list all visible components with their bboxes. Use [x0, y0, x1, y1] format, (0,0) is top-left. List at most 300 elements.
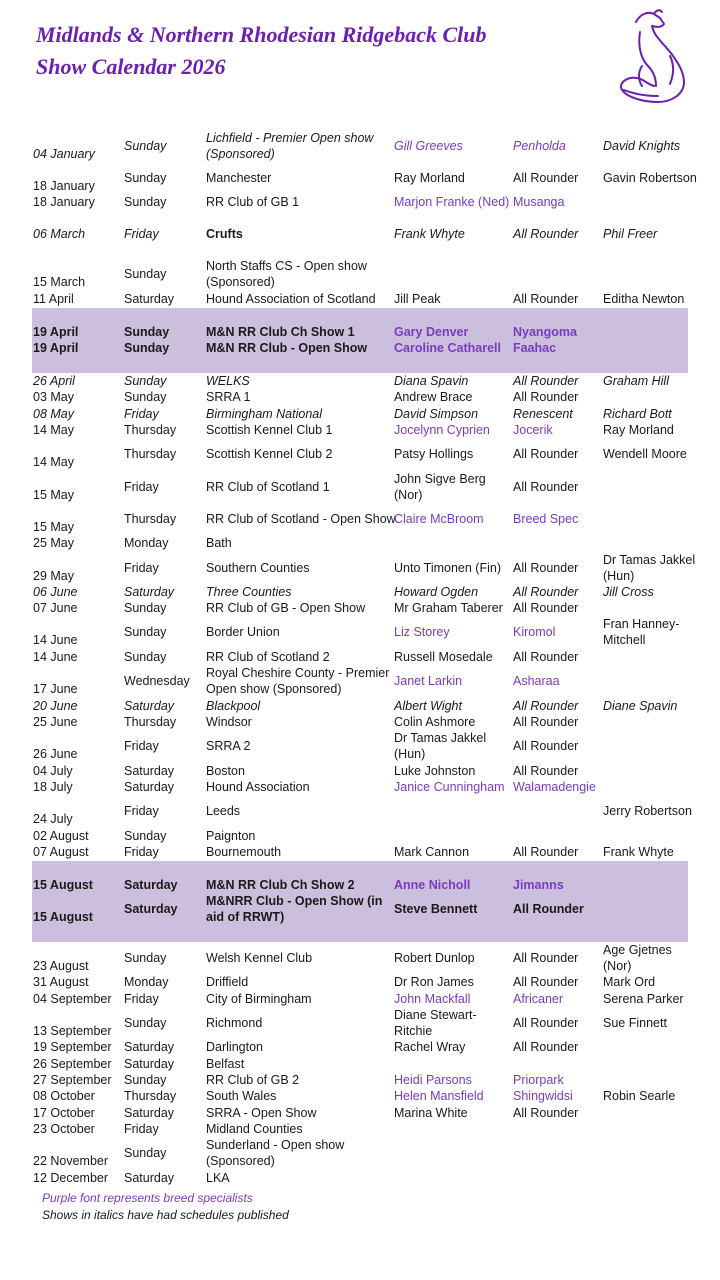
- second-judge: Robin Searle: [603, 1089, 676, 1103]
- show-name: SRRA 1: [206, 390, 251, 404]
- judge-type: [513, 535, 605, 551]
- show-day: Friday: [124, 407, 159, 421]
- judge-type: Faahac: [513, 341, 557, 355]
- show-row: [0, 1056, 720, 1072]
- show-day: Sunday: [124, 625, 167, 639]
- judge-type: [513, 1170, 605, 1186]
- show-day: Friday: [124, 845, 159, 859]
- show-name: Paignton: [206, 829, 256, 843]
- show-day: Sunday: [124, 374, 167, 388]
- show-day: Sunday: [124, 1146, 167, 1160]
- show-name: Bath: [206, 536, 232, 550]
- second-judge: [603, 730, 703, 762]
- show-date: 18 January: [33, 179, 95, 193]
- show-day: Thursday: [124, 423, 177, 437]
- show-judge: Robert Dunlop: [394, 951, 475, 965]
- page-title: Midlands & Northern Rhodesian Ridgeback Club: [36, 22, 487, 47]
- judge-type: Kiromol: [513, 625, 556, 639]
- judge-type: [513, 258, 605, 290]
- show-day: Friday: [124, 1122, 159, 1136]
- show-date: 31 August: [33, 975, 89, 989]
- show-name: RR Club of GB - Open Show: [206, 601, 366, 615]
- show-day: Friday: [124, 992, 159, 1006]
- second-judge: Serena Parker: [603, 992, 684, 1006]
- second-judge: David Knights: [603, 139, 681, 153]
- show-row: [0, 406, 720, 422]
- show-name: Richmond: [206, 1016, 263, 1030]
- show-day: Sunday: [124, 829, 167, 843]
- show-judge: [394, 1056, 512, 1072]
- show-row: [0, 1170, 720, 1186]
- judge-type: Asharaa: [513, 674, 560, 688]
- show-row: [0, 324, 720, 340]
- show-date: 17 June: [33, 682, 78, 696]
- show-day: Sunday: [124, 341, 170, 355]
- second-judge: [603, 649, 703, 665]
- show-day: Thursday: [124, 512, 177, 526]
- show-date: 25 May: [33, 536, 74, 550]
- show-judge: Janet Larkin: [394, 674, 463, 688]
- show-row: [0, 340, 720, 356]
- show-date: 15 August: [33, 878, 93, 892]
- show-date: 25 June: [33, 715, 78, 729]
- show-row: [0, 795, 720, 827]
- show-judge: [394, 795, 512, 827]
- show-day: Saturday: [124, 585, 175, 599]
- show-judge: [394, 1137, 512, 1169]
- judge-type: Musanga: [513, 195, 565, 209]
- show-name: Leeds: [206, 804, 241, 818]
- show-name: Manchester: [206, 171, 272, 185]
- judge-type: All Rounder: [513, 951, 579, 965]
- second-judge: [603, 828, 703, 844]
- show-row: [0, 291, 720, 307]
- show-day: Saturday: [124, 878, 178, 892]
- show-name: Bournemouth: [206, 845, 282, 859]
- show-name: Driffield: [206, 975, 249, 989]
- second-judge: Dr Tamas Jakkel (Hun): [603, 553, 696, 583]
- judge-type: All Rounder: [513, 975, 579, 989]
- show-name: Crufts: [206, 227, 243, 241]
- judge-type: Renescent: [513, 407, 573, 421]
- show-judge: Luke Johnston: [394, 764, 476, 778]
- show-name: North Staffs CS - Open show (Sponsored): [206, 259, 367, 289]
- second-judge: Wendell Moore: [603, 447, 687, 461]
- show-day: Sunday: [124, 390, 167, 404]
- second-judge: [603, 324, 703, 340]
- show-name: RR Club of Scotland - Open Show: [206, 512, 396, 526]
- show-name: City of Birmingham: [206, 992, 312, 1006]
- show-name: RR Club of Scotland 1: [206, 480, 330, 494]
- show-date: 14 May: [33, 455, 74, 469]
- show-day: Monday: [124, 975, 169, 989]
- show-judge: Steve Bennett: [394, 902, 478, 916]
- show-date: 06 June: [33, 585, 78, 599]
- show-judge: John Mackfall: [394, 992, 471, 1006]
- show-name: Welsh Kennel Club: [206, 951, 313, 965]
- show-row: [0, 535, 720, 551]
- show-row: [0, 258, 720, 290]
- judge-type: All Rounder: [513, 650, 579, 664]
- show-date: 04 July: [33, 764, 73, 778]
- show-judge: David Simpson: [394, 407, 479, 421]
- judge-type: [513, 828, 605, 844]
- show-name: South Wales: [206, 1089, 277, 1103]
- second-judge: [603, 665, 703, 697]
- judge-type: Penholda: [513, 139, 566, 153]
- judge-type: All Rounder: [513, 447, 579, 461]
- show-row: [0, 503, 720, 535]
- judge-type: Nyangoma: [513, 325, 577, 339]
- show-date: 17 October: [33, 1106, 95, 1120]
- show-row: [0, 779, 720, 795]
- second-judge: Mark Ord: [603, 975, 656, 989]
- show-name: Three Counties: [206, 585, 292, 599]
- show-row: [0, 844, 720, 860]
- judge-type: Shingwidsi: [513, 1089, 573, 1103]
- judge-type: All Rounder: [513, 902, 584, 916]
- show-judge: Claire McBroom: [394, 512, 484, 526]
- show-row: [0, 1105, 720, 1121]
- show-date: 15 May: [33, 520, 74, 534]
- show-name: WELKS: [206, 374, 250, 388]
- show-day: Sunday: [124, 267, 167, 281]
- show-date: 23 August: [33, 959, 89, 973]
- show-row: [0, 1007, 720, 1039]
- show-date: 24 July: [33, 812, 73, 826]
- show-row: [0, 162, 720, 194]
- show-day: Sunday: [124, 139, 167, 153]
- show-day: Sunday: [124, 325, 170, 339]
- judge-type: [513, 795, 605, 827]
- show-day: Thursday: [124, 1089, 177, 1103]
- show-date: 03 May: [33, 390, 74, 404]
- show-judge: Colin Ashmore: [394, 715, 476, 729]
- second-judge: [603, 389, 703, 405]
- show-date: 08 May: [33, 407, 74, 421]
- judge-type: Jimanns: [513, 878, 564, 892]
- second-judge: [603, 600, 703, 616]
- judge-type: All Rounder: [513, 845, 579, 859]
- show-name: M&NRR Club - Open Show (in aid of RRWT): [206, 894, 383, 924]
- show-date: 18 January: [33, 195, 95, 209]
- judge-type: All Rounder: [513, 374, 579, 388]
- show-day: Sunday: [124, 650, 167, 664]
- show-row: [0, 714, 720, 730]
- second-judge: Jerry Robertson: [603, 804, 692, 818]
- show-name: SRRA 2: [206, 739, 251, 753]
- show-judge: Anne Nicholl: [394, 878, 471, 892]
- show-row: [0, 194, 720, 210]
- show-date: 06 March: [33, 227, 86, 241]
- show-judge: Caroline Catharell: [394, 341, 501, 355]
- show-day: Sunday: [124, 601, 167, 615]
- show-date: 26 September: [33, 1057, 112, 1071]
- judge-type: Africaner: [513, 992, 564, 1006]
- show-date: 15 August: [33, 910, 93, 924]
- show-name: M&N RR Club - Open Show: [206, 341, 368, 355]
- judge-type: Priorpark: [513, 1073, 564, 1087]
- show-judge: Marina White: [394, 1106, 468, 1120]
- show-row: [0, 373, 720, 389]
- show-judge: [394, 535, 512, 551]
- show-day: Thursday: [124, 447, 177, 461]
- show-name: Windsor: [206, 715, 252, 729]
- second-judge: [603, 194, 703, 210]
- show-row: [0, 893, 720, 925]
- show-judge: Diane Stewart-Ritchie: [394, 1008, 477, 1038]
- judge-type: All Rounder: [513, 227, 579, 241]
- show-date: 14 June: [33, 650, 78, 664]
- show-date: 20 June: [33, 699, 78, 713]
- show-day: Monday: [124, 536, 169, 550]
- show-date: 08 October: [33, 1089, 95, 1103]
- show-date: 26 June: [33, 747, 78, 761]
- show-day: Friday: [124, 739, 159, 753]
- judge-type: [513, 1121, 605, 1137]
- show-name: M&N RR Club Ch Show 1: [206, 325, 355, 339]
- show-date: 27 September: [33, 1073, 112, 1087]
- show-date: 23 October: [33, 1122, 95, 1136]
- show-judge: Janice Cunningham: [394, 780, 505, 794]
- second-judge: [603, 1056, 703, 1072]
- show-day: Friday: [124, 804, 159, 818]
- show-name: Hound Association of Scotland: [206, 292, 376, 306]
- show-judge: [394, 1121, 512, 1137]
- show-day: Sunday: [124, 195, 167, 209]
- show-day: Saturday: [124, 1171, 175, 1185]
- second-judge: [603, 503, 703, 535]
- judge-type: All Rounder: [513, 715, 579, 729]
- second-judge: Sue Finnett: [603, 1016, 667, 1030]
- show-judge: Liz Storey: [394, 625, 450, 639]
- judge-type: Walamadengie: [513, 780, 596, 794]
- show-name: Southern Counties: [206, 561, 310, 575]
- second-judge: [603, 258, 703, 290]
- show-judge: Russell Mosedale: [394, 650, 493, 664]
- show-name: Lichfield - Premier Open show (Sponsored): [206, 131, 374, 161]
- second-judge: [603, 893, 703, 925]
- show-date: 29 May: [33, 569, 74, 583]
- second-judge: [603, 1039, 703, 1055]
- show-day: Saturday: [124, 902, 178, 916]
- show-day: Friday: [124, 227, 159, 241]
- second-judge: Phil Freer: [603, 227, 658, 241]
- show-judge: Gill Greeves: [394, 139, 463, 153]
- second-judge: [603, 340, 703, 356]
- second-judge: [603, 763, 703, 779]
- show-day: Saturday: [124, 780, 175, 794]
- show-row: [0, 389, 720, 405]
- show-day: Wednesday: [124, 674, 190, 688]
- show-name: Blackpool: [206, 699, 261, 713]
- second-judge: [603, 714, 703, 730]
- judge-type: All Rounder: [513, 585, 579, 599]
- show-date: 19 September: [33, 1040, 112, 1054]
- show-row: [0, 130, 720, 162]
- show-judge: Mr Graham Taberer: [394, 601, 503, 615]
- show-day: Sunday: [124, 1073, 167, 1087]
- show-day: Saturday: [124, 1040, 175, 1054]
- show-row: [0, 616, 720, 648]
- judge-type: All Rounder: [513, 1040, 579, 1054]
- show-judge: Dr Ron James: [394, 975, 474, 989]
- show-day: Saturday: [124, 292, 175, 306]
- show-name: Sunderland - Open show (Sponsored): [206, 1138, 345, 1168]
- second-judge: Gavin Robertson: [603, 171, 697, 185]
- show-name: Scottish Kennel Club 2: [206, 447, 333, 461]
- show-day: Friday: [124, 480, 159, 494]
- judge-type: All Rounder: [513, 1016, 579, 1030]
- judge-type: All Rounder: [513, 699, 579, 713]
- second-judge: Fran Hanney-Mitchell: [603, 617, 680, 647]
- show-row: [0, 471, 720, 503]
- show-date: 13 September: [33, 1024, 112, 1038]
- show-row: [0, 584, 720, 600]
- second-judge: [603, 471, 703, 503]
- show-judge: Heidi Parsons: [394, 1073, 472, 1087]
- show-name: Hound Association: [206, 780, 310, 794]
- show-judge: Andrew Brace: [394, 390, 473, 404]
- show-name: Border Union: [206, 625, 280, 639]
- show-day: Saturday: [124, 1106, 175, 1120]
- show-date: 22 November: [33, 1154, 109, 1168]
- second-judge: [603, 1137, 703, 1169]
- judge-type: All Rounder: [513, 480, 579, 494]
- show-date: 11 April: [33, 292, 74, 306]
- show-row: [0, 665, 720, 697]
- second-judge: [603, 1105, 703, 1121]
- judge-type: All Rounder: [513, 739, 579, 753]
- show-judge: Patsy Hollings: [394, 447, 474, 461]
- show-name: M&N RR Club Ch Show 2: [206, 878, 355, 892]
- show-judge: Unto Timonen (Fin): [394, 561, 501, 575]
- second-judge: [603, 1072, 703, 1088]
- show-date: 07 August: [33, 845, 89, 859]
- show-row: [0, 1088, 720, 1104]
- show-row: [0, 763, 720, 779]
- show-judge: [394, 828, 512, 844]
- judge-type: All Rounder: [513, 561, 579, 575]
- judge-type: All Rounder: [513, 292, 579, 306]
- show-row: [0, 1121, 720, 1137]
- show-date: 19 April: [33, 341, 79, 355]
- show-judge: Albert Wight: [394, 699, 462, 713]
- show-judge: [394, 258, 512, 290]
- show-date: 14 June: [33, 633, 78, 647]
- show-judge: Rachel Wray: [394, 1040, 466, 1054]
- show-date: 15 May: [33, 488, 74, 502]
- show-judge: Mark Cannon: [394, 845, 470, 859]
- show-date: 15 March: [33, 275, 86, 289]
- show-date: 02 August: [33, 829, 89, 843]
- show-judge: Jill Peak: [394, 292, 441, 306]
- judge-type: [513, 1137, 605, 1169]
- show-judge: John Sigve Berg (Nor): [394, 472, 486, 502]
- show-row: [0, 649, 720, 665]
- show-name: LKA: [206, 1171, 230, 1185]
- show-day: Saturday: [124, 699, 175, 713]
- second-judge: [603, 779, 703, 795]
- second-judge: Graham Hill: [603, 374, 669, 388]
- second-judge: Jill Cross: [603, 585, 654, 599]
- show-judge: Ray Morland: [394, 171, 465, 185]
- second-judge: Frank Whyte: [603, 845, 674, 859]
- show-name: Boston: [206, 764, 245, 778]
- show-judge: Jocelynn Cyprien: [394, 423, 490, 437]
- second-judge: Ray Morland: [603, 423, 674, 437]
- show-judge: Howard Ogden: [394, 585, 479, 599]
- italic-schedule-note: Shows in italics have had schedules published: [42, 1208, 289, 1222]
- judge-type: All Rounder: [513, 171, 579, 185]
- second-judge: Age Gjetnes (Nor): [603, 943, 672, 973]
- show-judge: Gary Denver: [394, 325, 469, 339]
- show-row: [0, 877, 720, 893]
- show-day: Thursday: [124, 715, 177, 729]
- show-name: Birmingham National: [206, 407, 323, 421]
- show-judge: Marjon Franke (Ned): [394, 195, 510, 209]
- page-subtitle: Show Calendar 2026: [36, 54, 226, 79]
- show-row: [0, 1137, 720, 1169]
- second-judge: [603, 1121, 703, 1137]
- show-judge: Dr Tamas Jakkel (Hun): [394, 731, 487, 761]
- show-name: Belfast: [206, 1057, 245, 1071]
- judge-type: [513, 1056, 605, 1072]
- judge-type: All Rounder: [513, 390, 579, 404]
- show-name: Midland Counties: [206, 1122, 303, 1136]
- judge-type: All Rounder: [513, 1106, 579, 1120]
- show-row: [0, 226, 720, 242]
- show-date: 04 September: [33, 992, 112, 1006]
- breed-specialist-note: Purple font represents breed specialists: [42, 1191, 253, 1205]
- show-name: RR Club of GB 2: [206, 1073, 300, 1087]
- second-judge: Richard Bott: [603, 407, 672, 421]
- show-day: Sunday: [124, 1016, 167, 1030]
- second-judge: Editha Newton: [603, 292, 685, 306]
- second-judge: [603, 535, 703, 551]
- show-name: Royal Cheshire County - Premier Open show (Sponsored): [206, 666, 390, 696]
- ridgeback-dog-logo-icon: [614, 6, 698, 106]
- judge-type: All Rounder: [513, 764, 579, 778]
- show-day: Sunday: [124, 951, 167, 965]
- show-row: [0, 1072, 720, 1088]
- show-date: 14 May: [33, 423, 74, 437]
- show-row: [0, 552, 720, 584]
- show-date: 18 July: [33, 780, 73, 794]
- show-name: Darlington: [206, 1040, 263, 1054]
- show-day: Saturday: [124, 1057, 175, 1071]
- show-name: RR Club of GB 1: [206, 195, 300, 209]
- show-name: RR Club of Scotland 2: [206, 650, 330, 664]
- show-date: 04 January: [33, 147, 95, 161]
- show-judge: [394, 1170, 512, 1186]
- show-date: 26 April: [33, 374, 75, 388]
- show-row: [0, 600, 720, 616]
- show-judge: Frank Whyte: [394, 227, 465, 241]
- show-row: [0, 698, 720, 714]
- show-row: [0, 1039, 720, 1055]
- show-judge: Helen Mansfield: [394, 1089, 484, 1103]
- second-judge: [603, 1170, 703, 1186]
- second-judge: Diane Spavin: [603, 699, 678, 713]
- show-day: Sunday: [124, 171, 167, 185]
- show-row: [0, 991, 720, 1007]
- show-row: [0, 942, 720, 974]
- second-judge: [603, 877, 703, 893]
- show-row: [0, 422, 720, 438]
- judge-type: Breed Spec: [513, 512, 579, 526]
- show-date: 12 December: [33, 1171, 109, 1185]
